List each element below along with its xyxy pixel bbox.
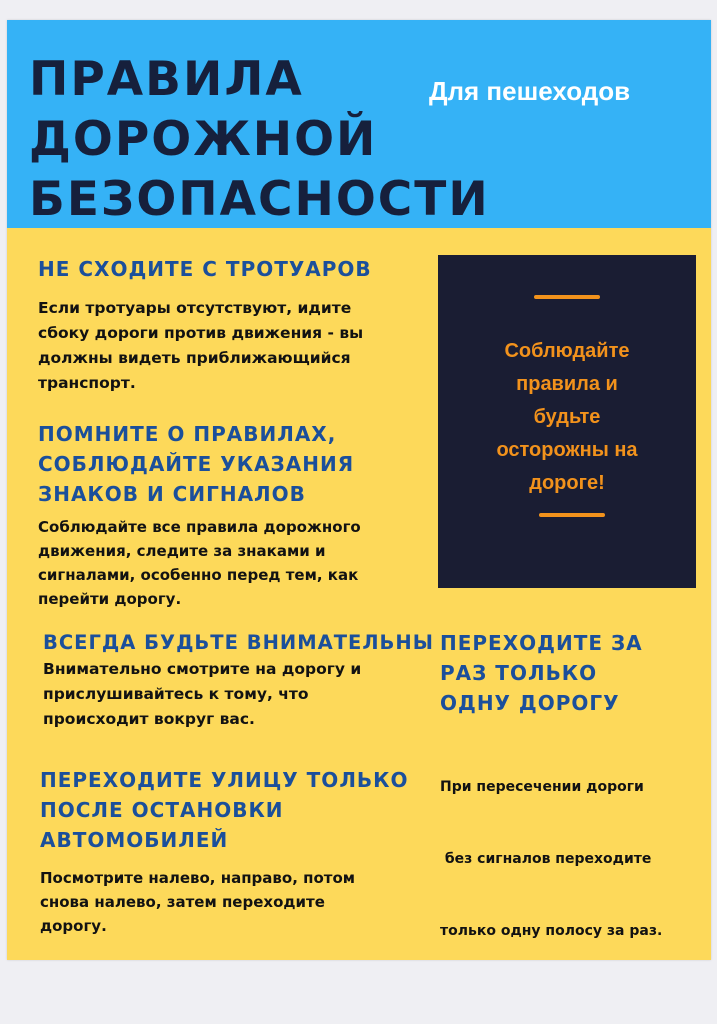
text-line: должны видеть приближающийся bbox=[38, 349, 351, 367]
section-heading-cross-after-stop bbox=[40, 765, 409, 855]
text-line: происходит вокруг вас. bbox=[43, 710, 255, 728]
text-line: прислушивайтесь к тому, что bbox=[43, 685, 309, 703]
section-text-cross-after-stop bbox=[40, 866, 355, 938]
section-heading-rules bbox=[38, 419, 354, 509]
section-heading-attentive: ВСЕГДА БУДЬТЕ ВНИМАТЕЛЬНЫ bbox=[43, 631, 434, 654]
callout-top-rule bbox=[534, 295, 600, 299]
heading-line: АВТОМОБИЛЕЙ bbox=[40, 828, 229, 852]
section-text-rules bbox=[38, 515, 361, 611]
text-line: перейти дорогу. bbox=[38, 590, 182, 608]
callout-bottom-rule bbox=[539, 513, 605, 517]
poster-subtitle: Для пешеходов bbox=[429, 76, 631, 106]
heading-line: ПЕРЕХОДИТЕ УЛИЦУ ТОЛЬКО bbox=[40, 768, 409, 792]
text-line: транспорт. bbox=[38, 374, 136, 392]
text-line: сбоку дороги против движения - вы bbox=[38, 324, 364, 342]
callout-line: правила и bbox=[516, 373, 618, 395]
text-line: Соблюдайте все правила дорожного bbox=[38, 518, 361, 536]
title-line: БЕЗОПАСНОСТИ bbox=[29, 172, 490, 227]
text-line: Если тротуары отсутствуют, идите bbox=[38, 299, 352, 317]
callout-line: будьте bbox=[533, 406, 601, 428]
text-line: снова налево, затем переходите bbox=[40, 893, 325, 911]
text-line: без сигналов переходите bbox=[440, 851, 652, 867]
text-line: только одну полосу за раз. bbox=[440, 923, 663, 939]
title-line: ДОРОЖНОЙ bbox=[29, 112, 378, 167]
header-banner bbox=[7, 20, 711, 228]
text-line: сигналами, особенно перед тем, как bbox=[38, 566, 359, 584]
section-text-one-road bbox=[440, 727, 662, 991]
heading-line: ПОМНИТЕ О ПРАВИЛАХ, bbox=[38, 422, 337, 446]
section-heading-one-road bbox=[440, 628, 643, 718]
text-line: Посмотрите налево, направо, потом bbox=[40, 869, 356, 887]
poster-title bbox=[29, 50, 490, 230]
heading-line: ЗНАКОВ И СИГНАЛОВ bbox=[38, 482, 306, 506]
section-heading-sidewalks: НЕ СХОДИТЕ С ТРОТУАРОВ bbox=[38, 257, 372, 281]
text-line: При пересечении дороги bbox=[440, 779, 644, 795]
section-text-attentive bbox=[43, 657, 361, 732]
poster bbox=[7, 20, 711, 960]
callout-text bbox=[438, 335, 696, 500]
callout-line: осторожны на bbox=[496, 439, 638, 461]
text-line: движения, следите за знаками и bbox=[38, 542, 326, 560]
heading-line: ОДНУ ДОРОГУ bbox=[440, 691, 620, 715]
title-line: ПРАВИЛА bbox=[29, 52, 304, 107]
heading-line: СОБЛЮДАЙТЕ УКАЗАНИЯ bbox=[38, 452, 355, 476]
heading-line: ПОСЛЕ ОСТАНОВКИ bbox=[40, 798, 284, 822]
callout-line: дороге! bbox=[529, 472, 605, 494]
callout-line: Соблюдайте bbox=[504, 340, 630, 362]
text-line: Внимательно смотрите на дорогу и bbox=[43, 660, 362, 678]
text-line: дорогу. bbox=[40, 917, 107, 935]
heading-line: РАЗ ТОЛЬКО bbox=[440, 661, 598, 685]
heading-line: ПЕРЕХОДИТЕ ЗА bbox=[440, 631, 643, 655]
section-text-sidewalks bbox=[38, 296, 363, 396]
callout-box bbox=[438, 255, 696, 588]
